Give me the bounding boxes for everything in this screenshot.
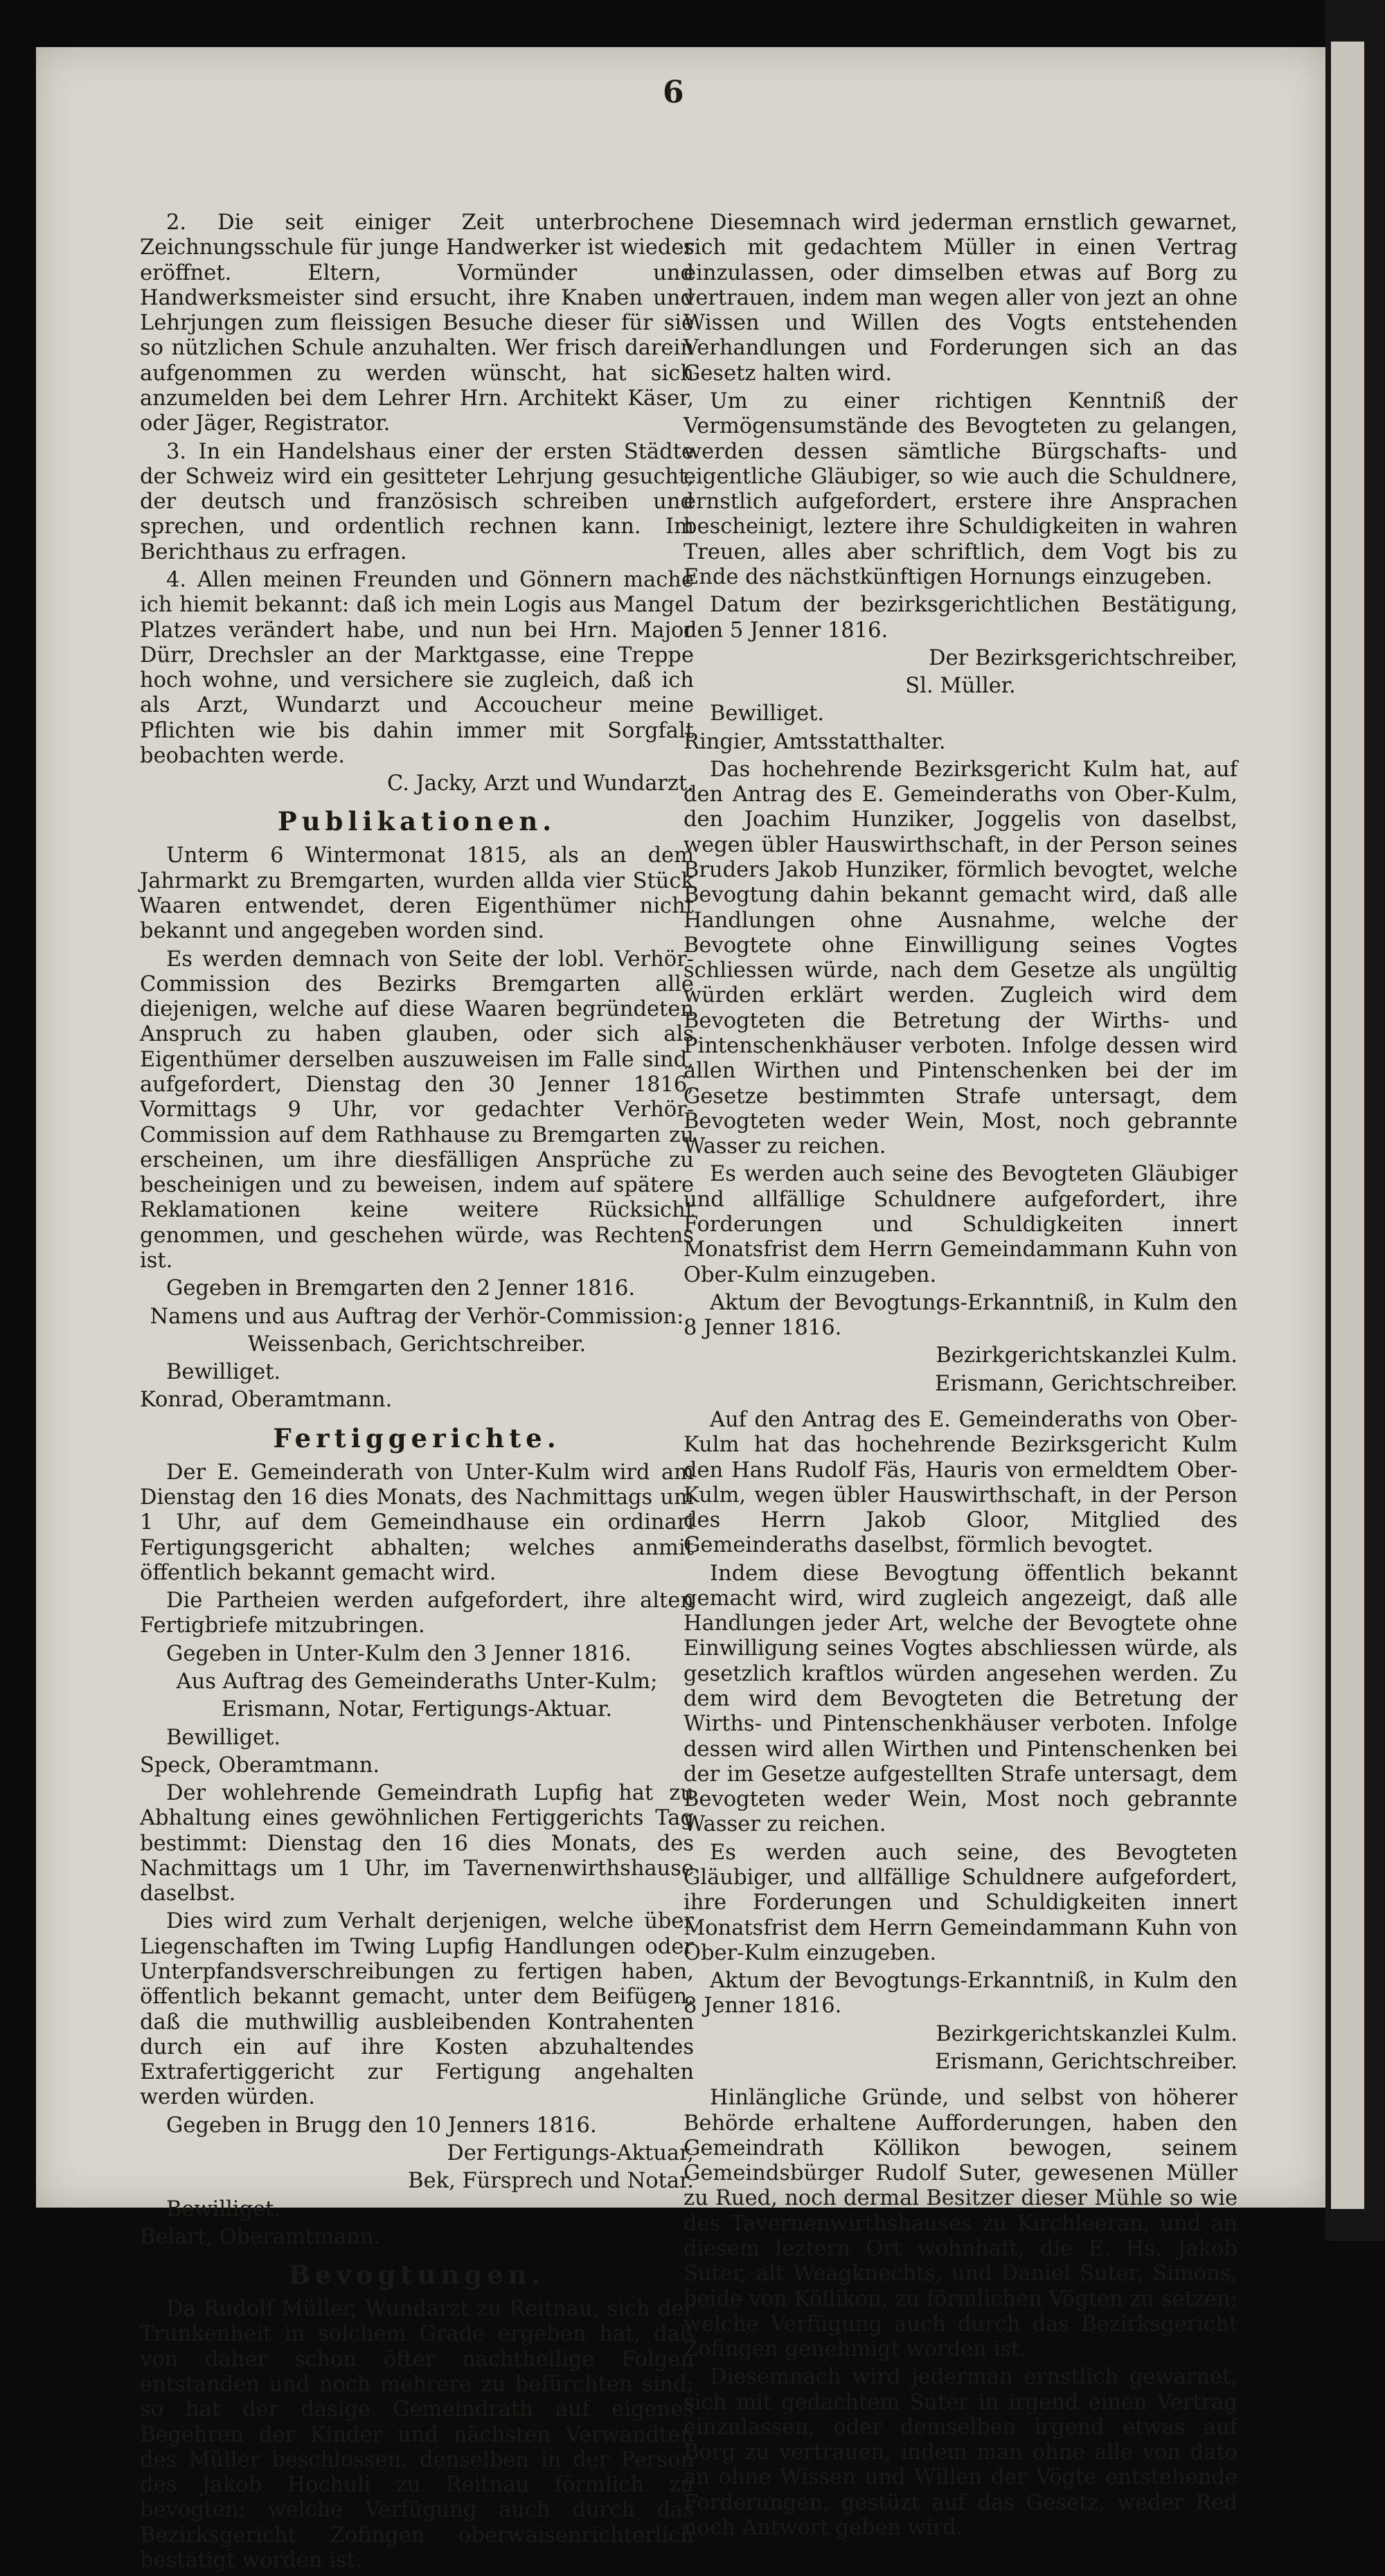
approval-note: Bewilliget. bbox=[166, 1360, 281, 1385]
right-column bbox=[683, 211, 1237, 2543]
section-heading-fertiggerichte: Fertiggerichte. bbox=[273, 1422, 561, 1454]
left-column bbox=[140, 211, 694, 2576]
guardianship-signature-line: Bezirkgerichtskanzlei Kulm. bbox=[936, 1343, 1237, 1368]
guardianship-notice-paragraph: Das hochehrende Bezirksgericht Kulm hat, auf den Antrag des E. Gemeinderaths von Ober-Kulm, den Joachim Hunziker, Joggelis von daselbst, wegen übler Hauswirthschaft, in der Person seines Bruders Jakob Hunziker, förmlich bevogtet, welche Bevogtung dahin bekannt gemacht wird, daß alle Handlungen ohne Ausnahme, welche der Bevogtete ohne Einwilligung seines Vogtes schliessen würde, nach dem Gesetze als ungültig würden erklärt werden. Zugleich wird dem Bevogteten die Betretung der Wirths- und Pintenschenkhäuser verboten. Infolge dessen wird allen Wirthen und Pintenschenken bei der im Gesetze bestimmten Strafe untersagt, dem Bevogteten weder Wein, Most, noch gebrannte Wasser zu reichen. bbox=[683, 757, 1237, 1159]
publication-date: Gegeben in Bremgarten den 2 Jenner 1816. bbox=[166, 1276, 636, 1301]
section-heading-publikationen: Publikationen. bbox=[277, 806, 557, 837]
publication-paragraph: Es werden demnach von Seite der lobl. Verhör-Commission des Bezirks Bremgarten alle diejenigen, welche auf diese Waaren begründeten Anspruch zu haben glauben, oder sich als Eigenthümer derselben auszuweisen im Falle sind, aufgefordert, Dienstag den 30 Jenner 1816, Vormittags 9 Uhr, vor gedachter Verhör-Commission auf dem Rathhause zu Bremgarten zu erscheinen, um ihre diesfälligen Ansprüche zu bescheinigen und zu beweisen, indem auf spätere Reklamationen keine weitere Rücksicht genommen, und geschehen würde, was Rechtens ist. bbox=[140, 947, 694, 1273]
court-notice-date: Gegeben in Unter-Kulm den 3 Jenner 1816. bbox=[166, 1641, 632, 1666]
court-signature-name: Bek, Fürsprech und Notar. bbox=[408, 2169, 694, 2194]
guardianship-notice-paragraph: Diesemnach wird jederman ernstlich gewarnet, sich mit gedachtem Suter in irgend einen Vertrag einzulassen, oder demselben irgend etwas auf Borg zu vertrauen, indem man ohne alle von dato an ohne Wissen und Willen der Vögte entstehende Forderungen, gestüzt auf das Gesetz, weder Red noch Antwort geben wird. bbox=[683, 2365, 1237, 2541]
court-signature-line: Der Fertigungs-Aktuar, bbox=[447, 2141, 694, 2165]
notice-doctor-relocation: 4. Allen meinen Freunden und Gönnern mache ich hiemit bekannt: daß ich mein Logis aus Mangel Platzes verändert habe, und nun bei Hrn. Major Dürr, Drechsler an der Marktgasse, eine Treppe hoch wohne, und versichere sie zugleich, daß ich als Arzt, Wundarzt und Accoucheur meine Pflichten wie bis dahin immer mit Sorgfalt beobachten werde. bbox=[140, 567, 694, 768]
page-number: 6 bbox=[663, 75, 684, 110]
adjacent-page-edge bbox=[1325, 0, 1385, 2241]
publication-paragraph: Unterm 6 Wintermonat 1815, als an dem Jahrmarkt zu Bremgarten, wurden allda vier Stück Waaren entwendet, deren Eigenthümer nicht bekannt und angegeben worden sind. bbox=[140, 843, 694, 944]
court-notice-paragraph: Der E. Gemeinderath von Unter-Kulm wird am Dienstag den 16 dies Monats, des Nachmittags um 1 Uhr, auf dem Gemeindhause ein ordinari Fertigungsgericht abhalten; welches anmit öffentlich bekannt gemacht wird. bbox=[140, 1460, 694, 1585]
guardianship-signature-name: Erismann, Gerichtschreiber. bbox=[934, 1371, 1237, 1396]
guardianship-signature-name: Erismann, Gerichtschreiber. bbox=[934, 2049, 1237, 2074]
publication-signature-name: Weissenbach, Gerichtschreiber. bbox=[247, 1332, 587, 1357]
guardianship-notice-paragraph: Es werden auch seine des Bevogteten Gläubiger und allfällige Schuldnere aufgefordert, ihre Forderungen und Schuldigkeiten innert Monatsfrist dem Herrn Gemeindammann Kuhn von Ober-Kulm einzugeben. bbox=[683, 1162, 1237, 1287]
guardianship-notice-date: Aktum der Bevogtungs-Erkanntniß, in Kulm den 8 Jenner 1816. bbox=[683, 1290, 1237, 1341]
approving-official: Speck, Oberamtmann. bbox=[140, 1753, 380, 1778]
guardianship-signature-line: Der Bezirksgerichtschreiber, bbox=[929, 645, 1237, 670]
spacer bbox=[683, 1399, 1237, 1408]
guardianship-notice-paragraph: Diesemnach wird jederman ernstlich gewarnet, sich mit gedachtem Müller in einen Vertrag einzulassen, oder dimselben etwas auf Borg zu vertrauen, indem man wegen aller von jezt an ohne Wissen und Willen des Vogts entstehenden Verhandlungen und Forderungen sich an das Gesetz halten wird. bbox=[683, 211, 1237, 386]
notice-apprentice: 3. In ein Handelshaus einer der ersten Städte der Schweiz wird ein gesitteter Lehrjung gesucht, der deutsch und französisch schreiben und sprechen, und ordentlich rechnen kann. Im Berichthaus zu erfragen. bbox=[140, 439, 694, 564]
guardianship-notice-date: Aktum der Bevogtungs-Erkanntniß, in Kulm den 8 Jenner 1816. bbox=[683, 1969, 1237, 2019]
guardianship-notice-paragraph: Auf den Antrag des E. Gemeinderaths von Ober-Kulm hat das hochehrende Bezirksgericht Kulm den Hans Rudolf Fäs, Hauris von ermeldtem Ober-Kulm, wegen übler Hauswirthschaft, in der Person des Herrn Jakob Gloor, Mitglied des Gemeinderaths daselbst, förmlich bevogtet. bbox=[683, 1407, 1237, 1558]
notice-drawing-school: 2. Die seit einiger Zeit unterbrochene Zeichnungsschule für junge Handwerker ist wieder eröffnet. Eltern, Vormünder und Handwerksmeister sind ersucht, ihre Knaben und Lehrjungen zum fleissigen Besuche dieser für sie so nützlichen Schule anzuhalten. Wer frisch darein aufgenommen zu werden wünscht, hat sich anzumelden bei dem Lehrer Hrn. Architekt Käser, oder Jäger, Registrator. bbox=[140, 211, 694, 436]
approving-official: Konrad, Oberamtmann. bbox=[140, 1388, 393, 1413]
court-notice-date: Gegeben in Brugg den 10 Jenners 1816. bbox=[166, 2113, 597, 2138]
adjacent-page-strip bbox=[1331, 42, 1364, 2209]
court-signature-line: Aus Auftrag des Gemeinderaths Unter-Kulm; bbox=[176, 1669, 658, 1694]
approving-official: Ringier, Amtsstatthalter. bbox=[683, 729, 946, 754]
approval-note: Bewilliget. bbox=[166, 2197, 281, 2221]
approval-note: Bewilliget. bbox=[710, 701, 825, 726]
guardianship-notice-paragraph: Da Rudolf Müller, Wundarzt zu Reitnau, sich der Trunkenheit in solchem Grade ergeben hat, daß von daher schon öfter nachtheilige Folgen entstanden und noch mehrere zu befürchten sind; so hat der dasige Gemeindrath auf eigenes Begehren der Kinder und nächsten Verwandten des Müller beschlossen, denselben in der Person des Jakob Hochuli zu Reitnau förmlich zu bevogten; welche Verfügung auch durch das Bezirksgericht Zofingen oberwaisenrichterlich bestätigt worden ist. bbox=[140, 2297, 694, 2573]
court-signature-name: Erismann, Notar, Fertigungs-Aktuar. bbox=[221, 1697, 613, 1722]
approving-official: Belart, Oberamtmann. bbox=[140, 2224, 381, 2249]
spacer bbox=[683, 2077, 1237, 2086]
section-heading-bevogtungen: Bevogtungen. bbox=[288, 2260, 546, 2291]
guardianship-notice-paragraph: Indem diese Bevogtung öffentlich bekannt gemacht wird, wird zugleich angezeigt, daß alle Handlungen jeder Art, welche der Bevogtete ohne Einwilligung seines Vogtes abschliessen würde, als gesetzlich kraftlos würden angesehen werden. Zu dem wird dem Bevogteten die Betretung der Wirths- und Pintenschenkhäuser verboten. Infolge dessen wird allen Wirthen und Pintenschenken bei der im Gesetze aufgestellten Strafe untersagt, dem Bevogteten weder Wein, Most noch gebrannte Wasser zu reichen. bbox=[683, 1561, 1237, 1837]
guardianship-notice-paragraph: Es werden auch seine, des Bevogteten Gläubiger, und allfällige Schuldnere aufgefordert, ihre Forderungen und Schuldigkeiten innert Monatsfrist dem Herrn Gemeindammann Kuhn von Ober-Kulm einzugeben. bbox=[683, 1840, 1237, 1965]
guardianship-signature-name: Sl. Müller. bbox=[905, 674, 1016, 699]
court-notice-paragraph: Die Partheien werden aufgefordert, ihre alten Fertigbriefe mitzubringen. bbox=[140, 1589, 694, 1638]
court-notice-paragraph: Der wohlehrende Gemeindrath Lupfig hat zu Abhaltung eines gewöhnlichen Fertiggerichts Tag bestimmt: Dienstag den 16 dies Monats, des Nachmittags um 1 Uhr, im Tavernenwirthshause daselbst. bbox=[140, 1781, 694, 1906]
signature-jacky: C. Jacky, Arzt und Wundarzt. bbox=[386, 771, 694, 796]
approval-note: Bewilliget. bbox=[166, 1725, 281, 1750]
publication-signature-line: Namens und aus Auftrag der Verhör-Commission: bbox=[150, 1304, 684, 1329]
newspaper-page bbox=[36, 47, 1325, 2573]
guardianship-notice-paragraph: Um zu einer richtigen Kenntniß der Vermögensumstände des Bevogteten zu gelangen, werden dessen sämtliche Bürgschafts- und eigentliche Gläubiger, so wie auch die Schuldnere, ernstlich aufgefordert, erstere ihre Ansprachen bescheinigt, leztere ihre Schuldigkeiten in wahren Treuen, alles aber schriftlich, dem Vogt bis zu Ende des nächstkünftigen Hornungs einzugeben. bbox=[683, 388, 1237, 589]
guardianship-notice-paragraph: Hinlängliche Gründe, und selbst von höherer Behörde erhaltene Aufforderungen, haben den Gemeindrath Köllikon bewogen, seinem Gemeindsbürger Rudolf Suter, gewesenen Müller zu Rued, noch dermal Besitzer dieser Mühle so wie des Tavernenwirthshauses zu Kirchleeran, und an diesem leztern Ort wohnhaft, die E. Hs. Jakob Suter, alt Weagknechts, und Daniel Suter, Simons, beide von Köllikon, zu förmlichen Vögten zu setzen; welche Verfügung auch durch das Bezirksgericht Zofingen genehmigt worden ist. bbox=[683, 2086, 1237, 2362]
guardianship-notice-date: Datum der bezirksgerichtlichen Bestätigung, den 5 Jenner 1816. bbox=[683, 593, 1237, 643]
guardianship-signature-line: Bezirkgerichtskanzlei Kulm. bbox=[936, 2021, 1237, 2046]
court-notice-paragraph: Dies wird zum Verhalt derjenigen, welche über Liegenschaften im Twing Lupfig Handlungen oder Unterpfandsverschreibungen zu fertigen haben, öffentlich bekannt gemacht, unter dem Beifügen, daß die muthwillig ausbleibenden Kontrahenten durch ein auf ihre Kosten abzuhaltendes Extrafertiggericht zur Fertigung angehalten werden würden. bbox=[140, 1909, 694, 2110]
